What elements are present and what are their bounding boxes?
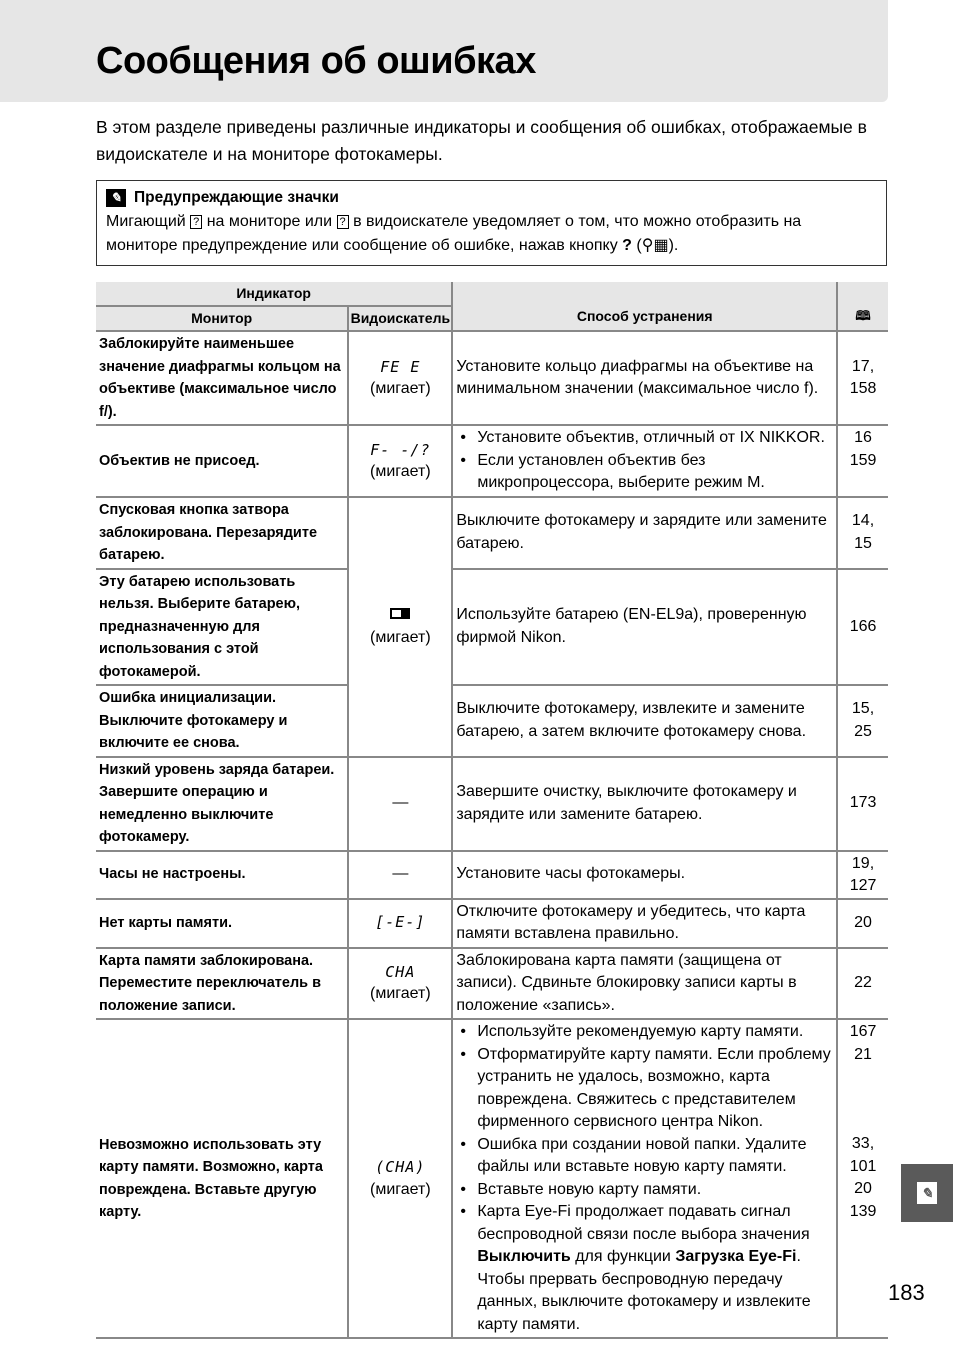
table-row <box>96 851 888 899</box>
note-title: Предупреждающие значки <box>134 189 339 206</box>
help-button-symbol: ? <box>622 237 632 254</box>
page-ref-item: 16 <box>854 429 872 446</box>
note-text: в видоискателе уведомляет о том, что можно отобразить на мониторе предупреждение или сообщение об ошибке, нажав кнопку <box>106 213 802 254</box>
monitor-message: Эту батарею использовать нельзя. Выберите батарею, предназначенную для использования с этой фотокамерой. <box>96 569 348 686</box>
monitor-message: Заблокируйте наименьшее значение диафрагмы кольцом на объективе (максимальное число f/). <box>96 331 348 425</box>
viewfinder-indicator <box>348 899 452 948</box>
solution-bullet: • Ошибка при создании новой папки. Удалите файлы или вставьте новую карту памяти. <box>456 1134 833 1179</box>
segment-display: FE E <box>380 357 421 376</box>
bullet-text: Карта Eye-Fi продолжает подавать сигнал беспроводной связи после выбора значения <box>477 1203 810 1243</box>
monitor-message: Часы не настроены. <box>96 851 348 899</box>
header-monitor: Монитор <box>96 306 348 331</box>
blinking-label: (мигает) <box>370 1180 431 1198</box>
page-number: 183 <box>888 1280 925 1305</box>
solution <box>452 1019 837 1338</box>
page-ref-item: 20 <box>854 1180 872 1197</box>
monitor-message: Невозможно использовать эту карту памяти. Возможно, карта повреждена. Вставьте другую карту. <box>96 1019 348 1338</box>
table-row <box>96 425 888 497</box>
page-ref: 22 <box>837 948 888 1020</box>
solution-bullet: • Отформатируйте карту памяти. Если проблему устранить не удалось, возможно, карта повреждена. Свяжитесь с представителем фирменного сервисного центра Nikon. <box>456 1044 833 1134</box>
page-ref: 15, 25 <box>837 685 888 757</box>
solution: Завершите очистку, выключите фотокамеру и зарядите или замените батарею. <box>452 757 837 851</box>
bullet-text: для функции <box>575 1248 671 1265</box>
page-ref: 173 <box>837 757 888 851</box>
help-icon-viewfinder: ? <box>337 215 349 229</box>
intro-paragraph: В этом разделе приведены различные индикаторы и сообщения об ошибках, отображаемые в видоискателе и на мониторе фотокамеры. <box>96 117 867 164</box>
segment-display: CHA <box>385 962 416 981</box>
segment-display: F- -/? <box>370 440 431 459</box>
viewfinder-indicator <box>348 497 452 757</box>
header-viewfinder: Видоискатель <box>348 306 452 331</box>
note-body <box>106 210 877 258</box>
book-icon: 🕮 <box>855 307 871 323</box>
solution: Установите часы фотокамеры. <box>452 851 837 899</box>
solution-bullet: • Вставьте новую карту памяти. <box>456 1179 833 1202</box>
page-ref: 17, 158 <box>837 331 888 425</box>
monitor-message: Карта памяти заблокирована. Переместите переключатель в положение записи. <box>96 948 348 1020</box>
solution-bullet: • Если установлен объектив без микропроцессора, выберите режим M. <box>456 450 833 495</box>
bullet-text: . Чтобы прервать беспроводную передачу данных, выключите фотокамеру и извлеките карту памяти. <box>477 1248 811 1333</box>
table-row <box>96 331 888 425</box>
page-ref-item: 101 <box>849 1157 877 1175</box>
blinking-label: (мигает) <box>370 628 431 646</box>
battery-icon <box>352 604 448 627</box>
page-ref-item: 21 <box>854 1045 872 1063</box>
viewfinder-indicator <box>348 331 452 425</box>
blinking-label: (мигает) <box>370 985 431 1003</box>
table-row <box>96 569 888 686</box>
solution: Заблокирована карта памяти (защищена от записи). Сдвиньте блокировку записи карты в положение «запись». <box>452 948 837 1020</box>
solution: Выключите фотокамеру, извлеките и замените батарею, а затем включите фотокамеру снова. <box>452 685 837 757</box>
solution-bullet <box>456 1201 833 1336</box>
page-ref: 19, 127 <box>837 851 888 899</box>
page-ref: 166 <box>837 569 888 686</box>
warning-note <box>96 180 887 266</box>
segment-display: (CHA) <box>375 1158 426 1176</box>
monitor-message: Низкий уровень заряда батареи. Завершите операцию и немедленно выключите фотокамеру. <box>96 757 348 851</box>
monitor-message: Спусковая кнопка затвора заблокирована. Перезарядите батарею. <box>96 497 348 569</box>
segment-display: [-E-] <box>375 913 426 932</box>
page-ref <box>837 1019 888 1338</box>
page-ref: 20 <box>837 899 888 948</box>
solution: Выключите фотокамеру и зарядите или замените батарею. <box>452 497 837 569</box>
note-title-row <box>106 186 877 210</box>
solution: Установите кольцо диафрагмы на объективе на минимальном значении (максимальное число f). <box>452 331 837 425</box>
header-solution: Способ устранения <box>452 282 837 331</box>
table-row <box>96 1019 888 1338</box>
blinking-label: (мигает) <box>370 380 431 397</box>
pencil-icon: ✎ <box>106 189 126 207</box>
viewfinder-indicator <box>348 948 452 1020</box>
solution <box>452 425 837 497</box>
note-text: на мониторе или <box>206 213 333 230</box>
note-pencil-icon: ✎ <box>917 1182 937 1204</box>
page-ref-item: 159 <box>849 451 877 469</box>
section-tab[interactable] <box>901 1164 953 1222</box>
page-title: Сообщения об ошибках <box>96 40 536 82</box>
solution: Используйте батарею (EN-EL9a), проверенную фирмой Nikon. <box>452 569 837 686</box>
page-ref-item: 33, <box>851 1135 875 1152</box>
menu-value: Выключить <box>477 1248 571 1265</box>
table-row <box>96 948 888 1020</box>
table-row <box>96 685 888 757</box>
table-row <box>96 899 888 948</box>
table-row <box>96 757 888 851</box>
monitor-message: Объектив не присоед. <box>96 425 348 497</box>
solution-bullet: • Используйте рекомендуемую карту памяти. <box>456 1021 833 1044</box>
page-reference: (⚲▦). <box>636 237 679 254</box>
viewfinder-indicator <box>348 425 452 497</box>
menu-item-name: Загрузка Eye-Fi <box>675 1248 797 1265</box>
table-row <box>96 497 888 569</box>
solution-bullet: • Установите объектив, отличный от IX NIKKOR. <box>456 427 833 450</box>
blinking-label: (мигает) <box>370 463 431 480</box>
solution: Отключите фотокамеру и убедитесь, что карта памяти вставлена правильно. <box>452 899 837 948</box>
header-page <box>837 282 888 331</box>
help-icon-monitor: ? <box>190 215 202 229</box>
header-indicator: Индикатор <box>96 282 452 306</box>
viewfinder-indicator: — <box>348 757 452 851</box>
page-ref-item: 139 <box>849 1202 877 1220</box>
page-ref-item: 167 <box>849 1023 877 1040</box>
note-text: Мигающий <box>106 213 186 230</box>
error-table <box>96 282 888 1339</box>
monitor-message: Нет карты памяти. <box>96 899 348 948</box>
viewfinder-indicator: — <box>348 851 452 899</box>
page-ref <box>837 425 888 497</box>
viewfinder-indicator <box>348 1019 452 1338</box>
page-ref: 14, 15 <box>837 497 888 569</box>
monitor-message: Ошибка инициализации. Выключите фотокамеру и включите ее снова. <box>96 685 348 757</box>
